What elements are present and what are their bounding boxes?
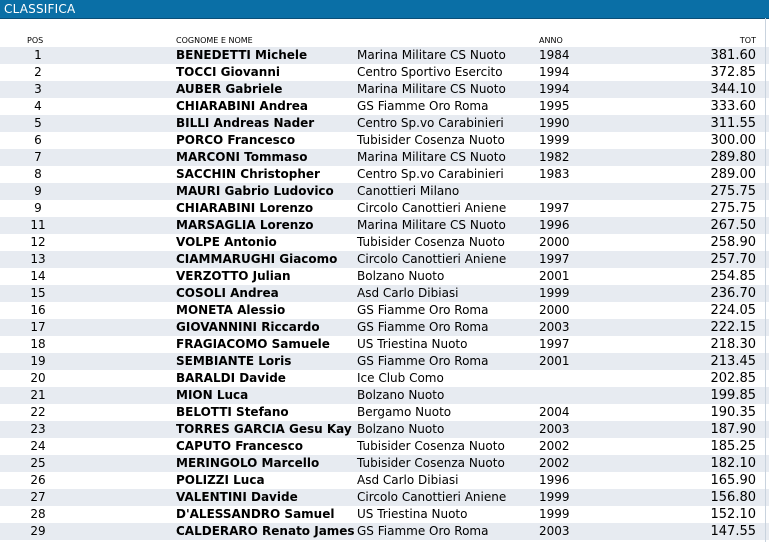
table-row <box>0 115 769 132</box>
row-pos: 19 <box>30 354 46 368</box>
row-club: Bergamo Nuoto <box>357 405 452 419</box>
row-tot: 344.10 <box>710 82 756 97</box>
row-name: AUBER Gabriele <box>176 82 283 96</box>
row-tot: 224.05 <box>710 303 756 318</box>
row-club: Circolo Canottieri Aniene <box>357 201 507 215</box>
row-year: 2000 <box>539 235 570 249</box>
row-club: Centro Sportivo Esercito <box>357 65 503 79</box>
table-row <box>0 387 769 404</box>
row-name: BARALDI Davide <box>176 371 286 385</box>
table-row <box>0 183 769 200</box>
row-year: 1997 <box>539 252 570 266</box>
ranking-table <box>0 47 769 540</box>
row-name: CAPUTO Francesco <box>176 439 303 453</box>
row-year: 1984 <box>539 48 570 62</box>
row-year: 1990 <box>539 116 570 130</box>
page-title: CLASSIFICA <box>4 2 76 16</box>
row-year: 2002 <box>539 439 570 453</box>
row-name: D'ALESSANDRO Samuel <box>176 507 335 521</box>
row-tot: 182.10 <box>710 456 756 471</box>
table-row <box>0 421 769 438</box>
row-tot: 236.70 <box>710 286 756 301</box>
row-name: GIOVANNINI Riccardo <box>176 320 320 334</box>
row-name: CHIARABINI Lorenzo <box>176 201 314 215</box>
row-year: 2001 <box>539 354 570 368</box>
row-name: BENEDETTI Michele <box>176 48 308 62</box>
row-tot: 289.80 <box>710 150 756 165</box>
row-tot: 165.90 <box>710 473 756 488</box>
row-year: 1997 <box>539 201 570 215</box>
table-row <box>0 336 769 353</box>
row-year: 1994 <box>539 82 570 96</box>
row-year: 2004 <box>539 405 570 419</box>
row-tot: 275.75 <box>710 201 756 216</box>
row-name: POLIZZI Luca <box>176 473 265 487</box>
row-pos: 7 <box>34 150 42 164</box>
table-row <box>0 200 769 217</box>
header-pos: POS <box>27 36 44 45</box>
row-club: Centro Sp.vo Carabinieri <box>357 116 504 130</box>
row-year: 2000 <box>539 303 570 317</box>
row-name: CHIARABINI Andrea <box>176 99 308 113</box>
table-row <box>0 438 769 455</box>
row-tot: 152.10 <box>710 507 756 522</box>
right-border <box>765 18 766 542</box>
row-year: 1994 <box>539 65 570 79</box>
row-year: 2002 <box>539 456 570 470</box>
row-year: 1999 <box>539 133 570 147</box>
row-year: 2003 <box>539 320 570 334</box>
row-name: MAURI Gabrio Ludovico <box>176 184 334 198</box>
row-pos: 22 <box>30 405 46 419</box>
row-name: COSOLI Andrea <box>176 286 279 300</box>
row-club: GS Fiamme Oro Roma <box>357 320 489 334</box>
row-tot: 222.15 <box>710 320 756 335</box>
table-row <box>0 234 769 251</box>
row-tot: 190.35 <box>710 405 756 420</box>
row-name: MARCONI Tommaso <box>176 150 308 164</box>
row-name: MION Luca <box>176 388 249 402</box>
row-club: GS Fiamme Oro Roma <box>357 524 489 538</box>
table-row <box>0 523 769 540</box>
row-pos: 26 <box>30 473 46 487</box>
row-name: MERINGOLO Marcello <box>176 456 320 470</box>
row-year: 1995 <box>539 99 570 113</box>
row-name: MARSAGLIA Lorenzo <box>176 218 314 232</box>
row-pos: 1 <box>34 48 42 62</box>
row-club: Circolo Canottieri Aniene <box>357 252 507 266</box>
row-club: Centro Sp.vo Carabinieri <box>357 167 504 181</box>
row-name: BILLI Andreas Nader <box>176 116 315 130</box>
row-club: Canottieri Milano <box>357 184 460 198</box>
row-tot: 300.00 <box>710 133 756 148</box>
row-name: CALDERARO Renato James <box>176 524 355 538</box>
row-club: Bolzano Nuoto <box>357 269 445 283</box>
table-row <box>0 370 769 387</box>
row-pos: 18 <box>30 337 46 351</box>
row-pos: 28 <box>30 507 46 521</box>
table-row <box>0 319 769 336</box>
table-row <box>0 81 769 98</box>
row-club: Marina Militare CS Nuoto <box>357 150 506 164</box>
row-name: PORCO Francesco <box>176 133 296 147</box>
row-tot: 258.90 <box>710 235 756 250</box>
row-tot: 257.70 <box>710 252 756 267</box>
row-name: TORRES GARCIA Gesu Kay <box>176 422 352 436</box>
row-pos: 16 <box>30 303 46 317</box>
row-name: BELOTTI Stefano <box>176 405 289 419</box>
row-name: SEMBIANTE Loris <box>176 354 292 368</box>
row-club: Asd Carlo Dibiasi <box>357 473 459 487</box>
row-pos: 11 <box>30 218 46 232</box>
row-name: VERZOTTO Julian <box>176 269 291 283</box>
row-tot: 218.30 <box>710 337 756 352</box>
table-row <box>0 404 769 421</box>
row-club: Tubisider Cosenza Nuoto <box>357 456 505 470</box>
table-row <box>0 285 769 302</box>
row-tot: 254.85 <box>710 269 756 284</box>
row-club: Tubisider Cosenza Nuoto <box>357 235 505 249</box>
row-tot: 202.85 <box>710 371 756 386</box>
table-row <box>0 302 769 319</box>
table-row <box>0 472 769 489</box>
table-row <box>0 132 769 149</box>
row-year: 1999 <box>539 507 570 521</box>
row-tot: 267.50 <box>710 218 756 233</box>
row-pos: 15 <box>30 286 46 300</box>
row-pos: 23 <box>30 422 46 436</box>
row-pos: 4 <box>34 99 42 113</box>
row-year: 1983 <box>539 167 570 181</box>
row-tot: 333.60 <box>710 99 756 114</box>
row-tot: 187.90 <box>710 422 756 437</box>
table-row <box>0 64 769 81</box>
row-club: Tubisider Cosenza Nuoto <box>357 439 505 453</box>
header-year: ANNO <box>539 36 563 45</box>
table-row <box>0 251 769 268</box>
row-club: Bolzano Nuoto <box>357 388 445 402</box>
row-pos: 6 <box>34 133 42 147</box>
row-tot: 289.00 <box>710 167 756 182</box>
row-pos: 25 <box>30 456 46 470</box>
row-club: Ice Club Como <box>357 371 444 385</box>
row-pos: 13 <box>30 252 46 266</box>
row-year: 1996 <box>539 218 570 232</box>
row-pos: 17 <box>30 320 46 334</box>
row-pos: 24 <box>30 439 46 453</box>
row-tot: 372.85 <box>710 65 756 80</box>
row-pos: 29 <box>30 524 46 538</box>
row-name: MONETA Alessio <box>176 303 286 317</box>
row-tot: 156.80 <box>710 490 756 505</box>
row-tot: 213.45 <box>710 354 756 369</box>
row-year: 2003 <box>539 524 570 538</box>
row-pos: 12 <box>30 235 46 249</box>
row-name: FRAGIACOMO Samuele <box>176 337 330 351</box>
header-tot: TOT <box>739 36 756 45</box>
row-pos: 27 <box>30 490 46 504</box>
row-tot: 311.55 <box>710 116 756 131</box>
row-tot: 147.55 <box>710 524 756 539</box>
table-row <box>0 268 769 285</box>
row-pos: 3 <box>34 82 42 96</box>
row-club: Marina Militare CS Nuoto <box>357 82 506 96</box>
row-pos: 5 <box>34 116 42 130</box>
row-year: 1982 <box>539 150 570 164</box>
row-year: 2001 <box>539 269 570 283</box>
row-name: VALENTINI Davide <box>176 490 298 504</box>
table-row <box>0 489 769 506</box>
row-tot: 381.60 <box>710 48 756 63</box>
row-club: GS Fiamme Oro Roma <box>357 303 489 317</box>
row-club: Bolzano Nuoto <box>357 422 445 436</box>
table-row <box>0 455 769 472</box>
row-club: Marina Militare CS Nuoto <box>357 48 506 62</box>
row-year: 1999 <box>539 490 570 504</box>
row-year: 2003 <box>539 422 570 436</box>
table-row <box>0 217 769 234</box>
row-club: Asd Carlo Dibiasi <box>357 286 459 300</box>
row-club: GS Fiamme Oro Roma <box>357 354 489 368</box>
row-club: Tubisider Cosenza Nuoto <box>357 133 505 147</box>
row-name: TOCCI Giovanni <box>176 65 280 79</box>
row-club: GS Fiamme Oro Roma <box>357 99 489 113</box>
row-pos: 8 <box>34 167 42 181</box>
row-pos: 14 <box>30 269 46 283</box>
table-row <box>0 353 769 370</box>
title-bar <box>0 0 769 19</box>
row-club: Marina Militare CS Nuoto <box>357 218 506 232</box>
row-pos: 20 <box>30 371 46 385</box>
row-tot: 185.25 <box>710 439 756 454</box>
table-row <box>0 98 769 115</box>
row-name: VOLPE Antonio <box>176 235 277 249</box>
table-row <box>0 149 769 166</box>
row-club: US Triestina Nuoto <box>357 507 468 521</box>
row-club: US Triestina Nuoto <box>357 337 468 351</box>
row-pos: 9 <box>34 184 42 198</box>
row-year: 1999 <box>539 286 570 300</box>
row-pos: 21 <box>30 388 46 402</box>
row-tot: 199.85 <box>710 388 756 403</box>
row-pos: 2 <box>34 65 42 79</box>
row-name: CIAMMARUGHI Giacomo <box>176 252 338 266</box>
header-name: COGNOME E NOME <box>176 36 253 45</box>
table-row <box>0 506 769 523</box>
table-row <box>0 166 769 183</box>
row-year: 1997 <box>539 337 570 351</box>
row-tot: 275.75 <box>710 184 756 199</box>
table-row <box>0 47 769 64</box>
row-pos: 9 <box>34 201 42 215</box>
row-name: SACCHIN Christopher <box>176 167 320 181</box>
row-year: 1996 <box>539 473 570 487</box>
row-club: Circolo Canottieri Aniene <box>357 490 507 504</box>
